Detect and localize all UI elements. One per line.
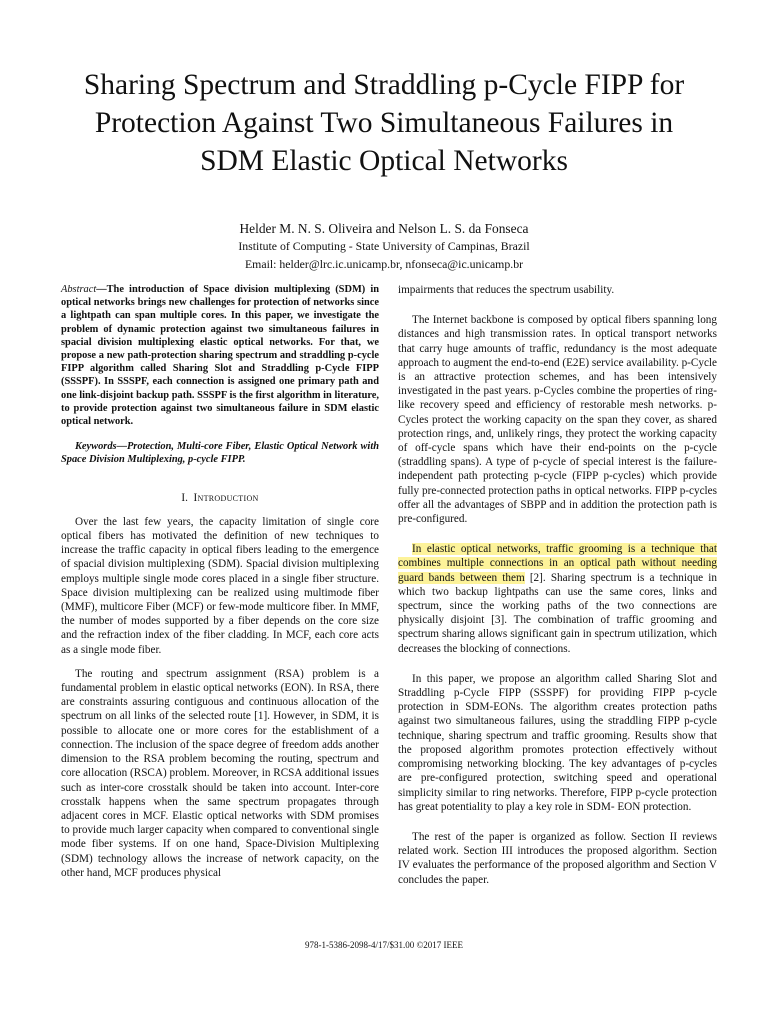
abstract-text: —The introduction of Space division multiplexing (SDM) in optical networks brings new challenges for protection of networks since a lightpath can span multiple cores. In this paper, we investigate the problem of dynamic protection against two simultaneous failures in spacial division multiplexing elastic optical networks. For that, we propose a new path-protection sharing spectrum and straddling p-cycle FIPP algorithm called Sharing Slot and Straddling p-Cycle FIPP (SSSPF). In SSSPF, each connection is assigned one primary path and one link-disjoint backup path. SSSPF is the first algorithm in literature, to provide protection against two simultaneous failure in SDM elastic optical network. bbox=[61, 284, 379, 428]
right-paragraph-2-rest: [2]. Sharing spectrum is a technique in which two backup lightpaths can use the same cores, links and spectrum, since the working paths of the two connections are physically disjoint [3]. The combination of traffic grooming and spectrum sharing allows significant gain in spectrum utilization, which decreases the blocking of connections. bbox=[398, 571, 717, 655]
right-paragraph-2 bbox=[398, 542, 717, 656]
title-line-3: SDM Elastic Optical Networks bbox=[200, 145, 568, 177]
section-heading-introduction bbox=[61, 491, 379, 505]
intro-paragraph-2: The routing and spectrum assignment (RSA) problem is a fundamental problem in elastic optical networks (EON). In RSA, there are constraints assuring contiguous and continuous allocation of the spectrum on all links of the selected route [1]. However, in SDM, it is possible to allocate one or more cores for the establishment of a connection. The inclusion of the space degree of freedom adds another dimension to the RSA problem becoming the routing, spectrum and core allocation (RSCA) problem. Moreover, in RCSA additional issues such as inter-core crosstalk should be taken into account. Inter-core crosstalk happens when the same spectrum propagates through adjacent cores in MCF. Elastic optical networks with SDM promises to provide much larger capacity when compared to conventional single mode fiber systems. If on one hand, Space-Division Multiplexing (SDM) technology allows the increase of network capacity, on the other hand, MCF produces physical bbox=[61, 667, 379, 879]
copyright-footer: 978-1-5386-2098-4/17/$31.00 ©2017 IEEE bbox=[304, 940, 464, 950]
paper-title bbox=[40, 66, 728, 180]
title-line-1: Sharing Spectrum and Straddling p-Cycle FIPP for bbox=[83, 69, 685, 101]
keywords: Keywords—Protection, Multi-core Fiber, Elastic Optical Network with Space Division Multiplexing, p-cycle FIPP. bbox=[61, 441, 379, 466]
left-column bbox=[61, 283, 379, 880]
title-line-2: Protection Against Two Simultaneous Failures in bbox=[94, 107, 674, 139]
right-paragraph-3: In this paper, we propose an algorithm called Sharing Slot and Straddling p-Cycle FIPP (SSSPF) for providing FIPP p-cycle protection in SDM-EONs. The algorithm creates protection paths against two simultaneous failures, using the straddling FIPP p-cycle technique, sharing spectrum and traffic grooming. Results show that the proposed algorithm promotes protection effectively without compromising networking blocking. The key advantages of p-cycles are pre-configured protection, switching speed and operational simplicity similar to ring networks. Therefore, FIPP p-cycle protection has great potentiality to play a key role in SDM- EON protection. bbox=[398, 672, 717, 813]
abstract bbox=[61, 283, 379, 428]
intro-paragraph-1: Over the last few years, the capacity limitation of single core optical fibers has motivated the definition of new techniques to increase the traffic capacity in optical fibers leading to the emergence of spacial division multiplexing (SDM). Spacial division multiplexing employs multiple single mode cores placed in a single fiber structure. Space division multiplexing can be realized using multimode fiber (MMF), multicore Fiber (MCF) or few-mode multicore fiber. In MMF, the number of modes supported by a fiber depends on the core size and the refraction index of the fiber cladding. In MCF, each core acts as a single mode fiber. bbox=[61, 515, 379, 656]
email-line: Email: helder@lrc.ic.unicamp.br, nfonseca@ic.unicamp.br bbox=[244, 257, 524, 271]
abstract-lead: Abstract bbox=[61, 284, 97, 295]
right-paragraph-continuation: impairments that reduces the spectrum usability. bbox=[398, 284, 615, 296]
highlighted-text[interactable]: In elastic optical networks, traffic grooming is a technique that combines multiple connections in an optical path without needing guard bands between them bbox=[398, 543, 717, 584]
affiliation: Institute of Computing - State University of Campinas, Brazil bbox=[238, 239, 530, 253]
section-title: Introduction bbox=[193, 491, 259, 504]
section-number: I. bbox=[181, 491, 188, 504]
right-paragraph-1: The Internet backbone is composed by optical fibers spanning long distances and high transmission rates. In optical transport networks that carry huge amounts of traffic, redundancy is the most adequate approach to augment the end-to-end (E2E) service availability. p-Cycle is an attractive protection schemes, and has been intensively investigated in the past years. p-Cycles combine the properties of ring-like recovery speed and efficiency of restorable mesh networks. p-Cycles protect the working capacity on the span they cover, as shared protection rings, and, unlikely rings, they protect the working capacity of off-cycle spans which have their end-points on the p-cycle (straddling spans). A type of p-cycle of special interest is the failure-independent path protecting p-cycle (FIPP p-cycles) which provide fully pre-connected protection paths in optical networks. FIPP p-cycles offer all the advantages of SBPP and in addition the protection path is pre-configured. bbox=[398, 314, 717, 526]
authors: Helder M. N. S. Oliveira and Nelson L. S. da Fonseca bbox=[239, 221, 529, 236]
right-paragraph-4: The rest of the paper is organized as follow. Section II reviews related work. Section III introduces the proposed algorithm. Section IV evaluates the performance of the proposed algorithm and Section V concludes the paper. bbox=[398, 830, 717, 886]
right-column bbox=[398, 283, 717, 887]
